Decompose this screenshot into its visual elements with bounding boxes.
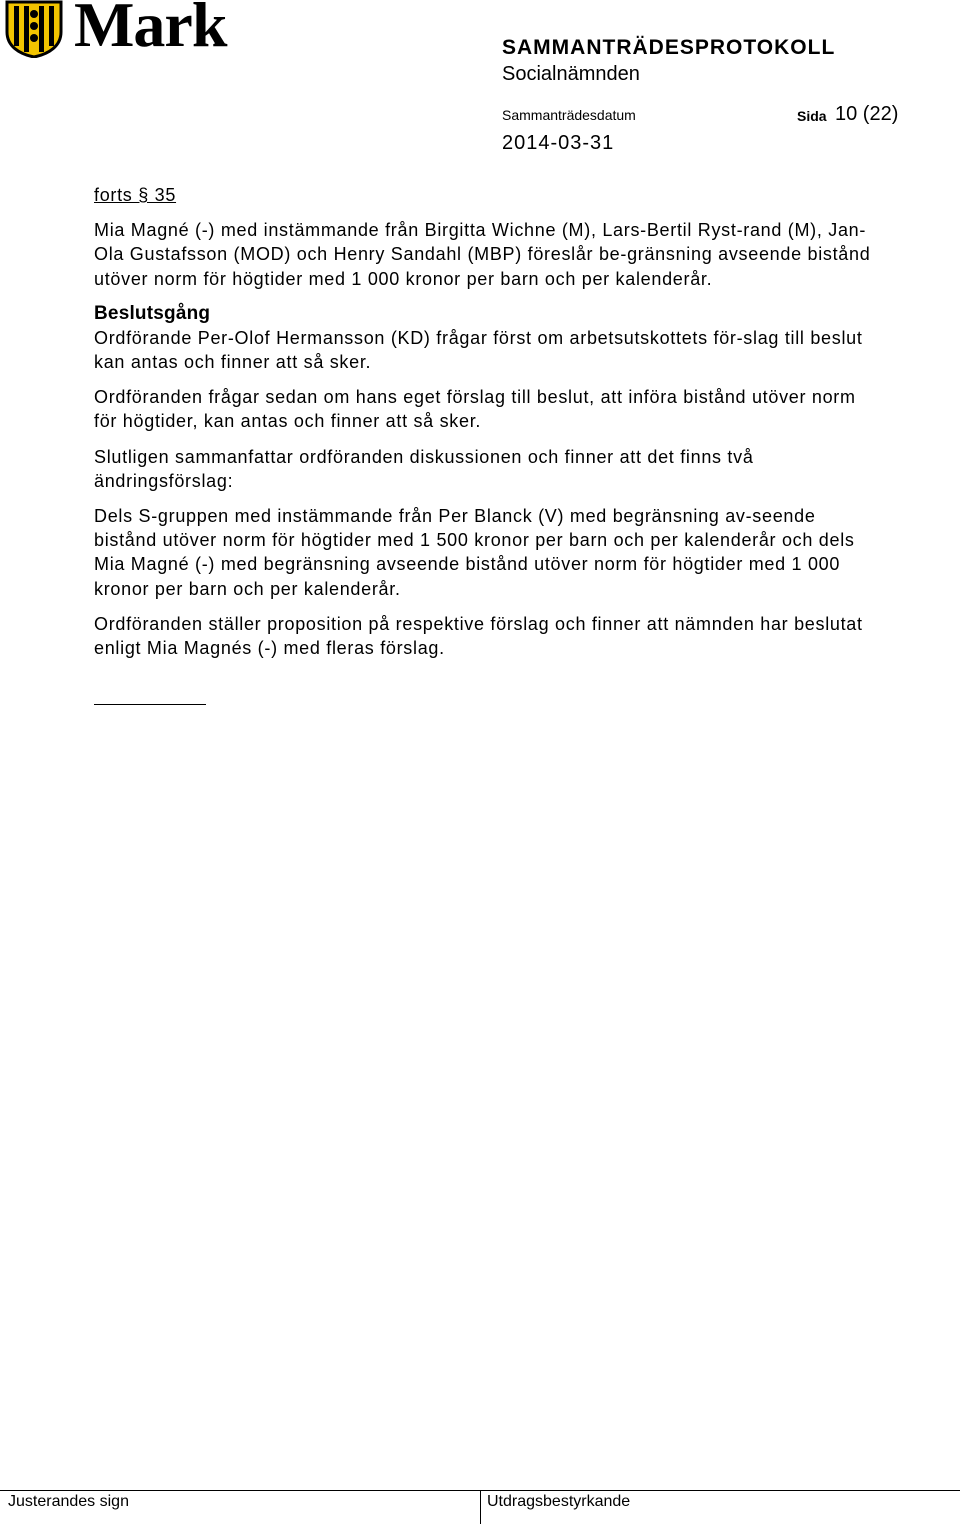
logo-text: Mark [74, 0, 227, 60]
footer-divider [480, 1490, 481, 1524]
section-continuation: forts § 35 [94, 185, 177, 205]
paragraph-1: Ordförande Per-Olof Hermansson (KD) frågar först om arbetsutskottets för-slag till beslut kan antas och finner att så sker. [94, 327, 863, 373]
section-heading: Beslutsgång [94, 302, 211, 324]
footer-utdragsbestyrkande: Utdragsbestyrkande [487, 1493, 631, 1510]
document-title: SAMMANTRÄDESPROTOKOLL [502, 36, 836, 59]
paragraph-4: Dels S-gruppen med instämmande från Per Blanck (V) med begränsning av-seende bistånd utöver norm för högtider med 1 500 kronor per barn och per kalenderår och dels Mia Magné (-) med begränsning avseende bistånd utöver norm för högtider med 1 000 kronor per barn och per kalenderår. [94, 506, 855, 599]
paragraph-3: Slutligen sammanfattar ordföranden diskussionen och finner att det finns två ändringsförslag: [94, 446, 754, 491]
page-label: Sida [797, 108, 827, 124]
footer-justerandes-sign: Justerandes sign [8, 1493, 129, 1510]
protocol-body [94, 183, 884, 705]
municipality-logo [4, 0, 239, 60]
meeting-date-label: Sammanträdesdatum [502, 107, 636, 123]
section-separator [94, 704, 206, 705]
meeting-date: 2014-03-31 [502, 132, 615, 154]
committee-name: Socialnämnden [502, 63, 640, 85]
coat-of-arms-icon [4, 0, 64, 58]
page-number: 10 (22) [835, 103, 899, 125]
paragraph-5: Ordföranden ställer proposition på respektive förslag och finner att nämnden har beslutat enligt Mia Magnés (-) med fleras förslag. [94, 613, 863, 659]
intro-paragraph: Mia Magné (-) med instämmande från Birgitta Wichne (M), Lars-Bertil Ryst-rand (M), Jan-Ola Gustafsson (MOD) och Henry Sandahl (MBP) föreslår be-gränsning avseende bistånd utöver norm för högtider med 1 000 kronor per barn och per kalenderår. [94, 220, 871, 289]
paragraph-2: Ordföranden frågar sedan om hans eget förslag till beslut, att införa bistånd utöver norm för högtider, kan antas och finner att så sker. [94, 387, 856, 432]
